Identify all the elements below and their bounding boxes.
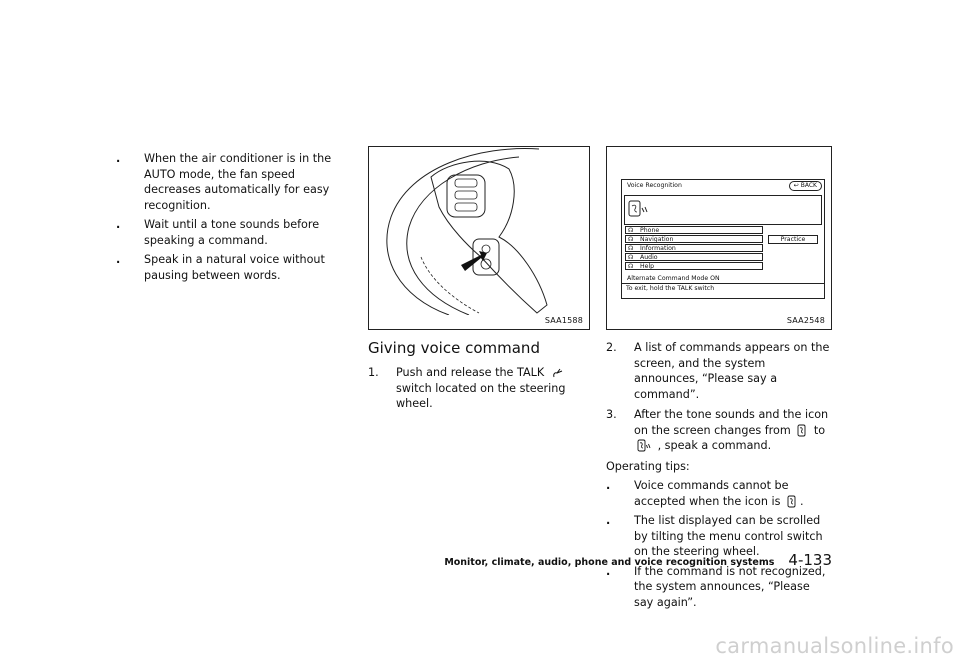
bullet-dot: .	[606, 564, 611, 578]
middle-column	[368, 365, 590, 417]
bullet-text: Speak in a natural voice without pausing between words.	[144, 253, 325, 282]
command-label: Navigation	[640, 236, 674, 243]
step-text-after: switch located on the steering wheel.	[396, 381, 566, 410]
command-label: Help	[640, 263, 655, 270]
voice-icon: ☊	[628, 245, 634, 252]
steering-wheel-figure	[368, 146, 590, 330]
tip-text: The list displayed can be scrolled by tilting the menu control switch on the steering wheel.	[634, 514, 823, 558]
step-number: 3.	[606, 408, 617, 421]
step-text: A list of commands appears on the screen, and the system announces, “Please say a command”.	[634, 341, 830, 401]
command-label: Information	[640, 245, 676, 252]
page-footer	[444, 551, 832, 569]
step-text-before: After the tone sounds and the icon on the screen changes from	[634, 408, 829, 437]
command-item-help[interactable]	[625, 262, 763, 270]
step-text-before: Push and release the TALK	[396, 366, 545, 379]
speaker-active-icon	[637, 439, 651, 452]
bullet-dot: .	[606, 479, 611, 492]
section-title: Giving voice command	[368, 339, 540, 357]
practice-button[interactable]: Practice	[768, 235, 818, 244]
bullet-dot: .	[116, 253, 121, 266]
step-number: 1.	[368, 366, 379, 379]
command-item-navigation[interactable]	[625, 235, 763, 243]
command-item-information[interactable]	[625, 244, 763, 252]
figure-code: SAA1588	[544, 316, 583, 325]
tip-item	[606, 564, 832, 611]
step-text-mid: to	[813, 423, 826, 437]
tips-label: Operating tips:	[606, 459, 690, 473]
exit-hint: To exit, hold the TALK switch	[622, 283, 824, 293]
bullet-item	[116, 217, 352, 248]
watermark: carmanualsonline.info	[715, 634, 954, 658]
bullet-dot: .	[116, 152, 121, 165]
step-item	[606, 340, 832, 402]
speaker-idle-icon	[797, 424, 807, 437]
tip-text: If the command is not recognized, the system announces, “Please say again”.	[634, 564, 826, 609]
figure-code: SAA2548	[786, 316, 825, 325]
step-item	[368, 365, 590, 412]
bullet-text: Wait until a tone sounds before speaking a command.	[144, 218, 320, 247]
page-number: 4-133	[788, 551, 832, 569]
alternate-mode-status: Alternate Command Mode ON	[627, 275, 720, 282]
back-label: BACK	[800, 182, 817, 189]
command-item-audio[interactable]	[625, 253, 763, 261]
talk-switch-icon	[551, 367, 565, 379]
bullet-dot: .	[606, 514, 611, 527]
voice-recognition-screen	[621, 179, 825, 299]
right-column	[606, 340, 832, 614]
screen-title: Voice Recognition	[627, 182, 682, 189]
tip-item	[606, 478, 832, 509]
command-item-phone[interactable]	[625, 226, 763, 234]
command-label: Audio	[640, 254, 658, 261]
chapter-title: Monitor, climate, audio, phone and voice recognition systems	[444, 557, 775, 568]
bullet-item	[116, 151, 352, 213]
bullet-dot: .	[116, 218, 121, 231]
voice-icon: ☊	[628, 227, 634, 234]
tip-text-before: Voice commands cannot be accepted when the icon is	[634, 479, 789, 508]
voice-icon: ☊	[628, 263, 634, 270]
bullet-text: When the air conditioner is in the AUTO mode, the fan speed decreases automatically for easy recognition.	[144, 152, 332, 212]
command-label: Phone	[640, 227, 660, 234]
voice-recognition-figure	[606, 146, 832, 330]
back-button[interactable]	[789, 181, 822, 191]
speaker-idle-icon	[787, 495, 797, 508]
recognition-status-area	[624, 195, 822, 225]
steering-wheel-illustration	[369, 147, 589, 315]
voice-icon: ☊	[628, 254, 634, 261]
back-arrow-icon: ↩	[793, 182, 799, 189]
step-text-after: , speak a command.	[657, 439, 772, 452]
voice-icon: ☊	[628, 236, 634, 243]
left-column	[116, 151, 352, 287]
bullet-item	[116, 252, 352, 283]
speaker-face-icon	[628, 200, 650, 220]
step-item	[606, 407, 832, 454]
tip-text-after: .	[800, 494, 804, 508]
step-number: 2.	[606, 341, 617, 354]
